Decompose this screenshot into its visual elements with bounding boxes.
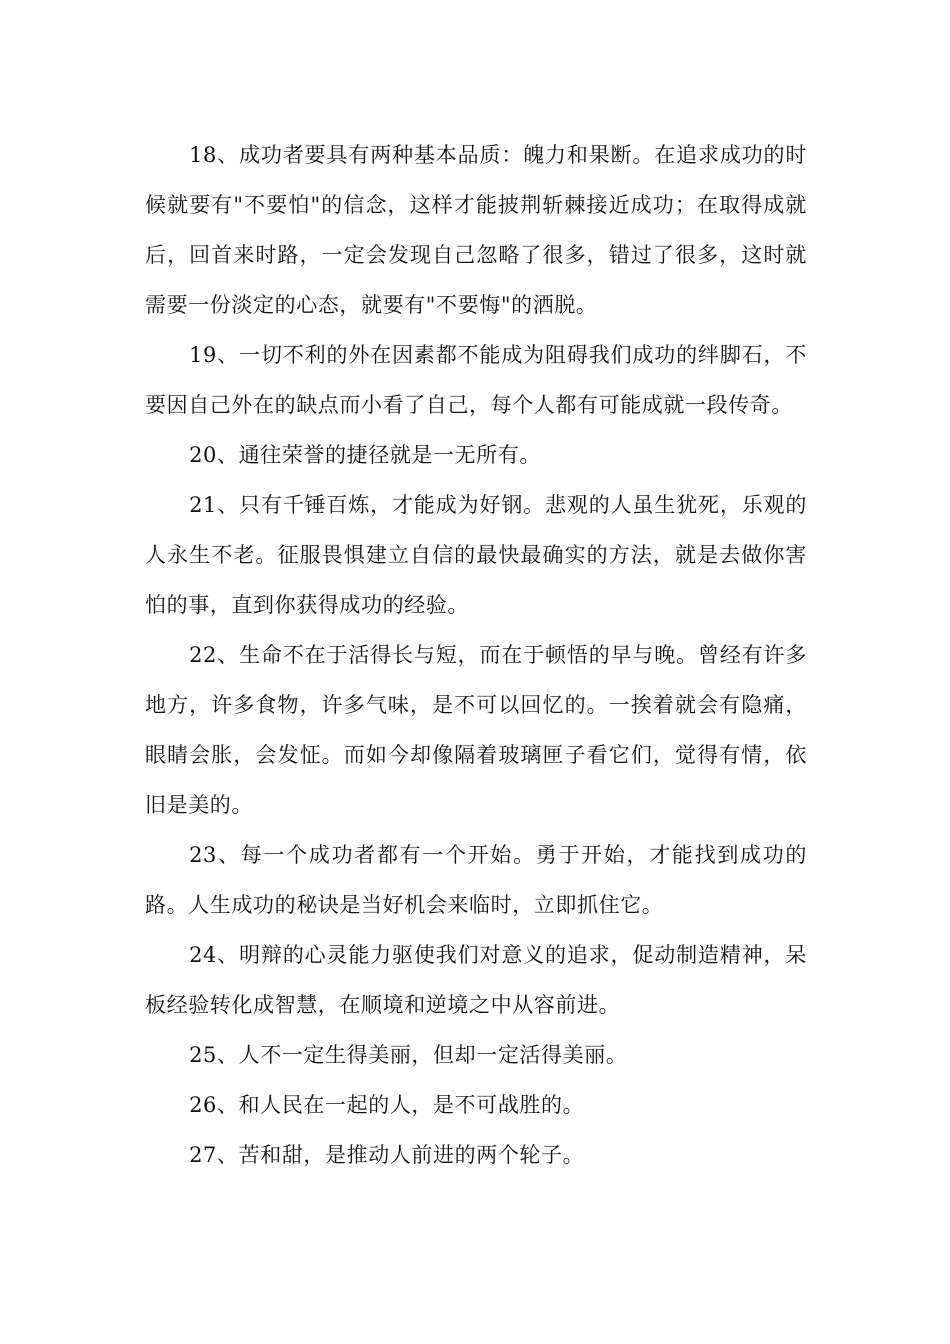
paragraph-19: 19、一切不利的外在因素都不能成为阻碍我们成功的绊脚石，不要因自己外在的缺点而小看了自己，每个人都有可能成就一段传奇。 <box>145 343 807 417</box>
paragraph-18: 18、成功者要具有两种基本品质：魄力和果断。在追求成功的时候就要有"不要怕"的信念，这样才能披荆斩棘接近成功；在取得成就后，回首来时路，一定会发现自己忽略了很多，错过了很多，这时就需要一份淡定的心态，就要有"不要悔"的洒脱。 <box>145 143 807 317</box>
paragraph-23: 23、每一个成功者都有一个开始。勇于开始，才能找到成功的路。人生成功的秘诀是当好机会来临时，立即抓住它。 <box>145 843 807 917</box>
paragraph-27: 27、苦和甜，是推动人前进的两个轮子。 <box>189 1143 585 1167</box>
document-body <box>145 130 807 1180</box>
paragraph-21: 21、只有千锤百炼，才能成为好钢。悲观的人虽生犹死，乐观的人永生不老。征服畏惧建立自信的最快最确实的方法，就是去做你害怕的事，直到你获得成功的经验。 <box>145 493 807 617</box>
paragraph-26: 26、和人民在一起的人，是不可战胜的。 <box>189 1093 585 1117</box>
paragraph-25: 25、人不一定生得美丽，但却一定活得美丽。 <box>189 1043 628 1067</box>
paragraph-24: 24、明辩的心灵能力驱使我们对意义的追求，促动制造精神，呆板经验转化成智慧，在顺境和逆境之中从容前进。 <box>145 943 807 1017</box>
paragraph-20: 20、通往荣誉的捷径就是一无所有。 <box>189 443 542 467</box>
paragraph-22: 22、生命不在于活得长与短，而在于顿悟的早与晚。曾经有许多地方，许多食物，许多气味，是不可以回忆的。一挨着就会有隐痛，眼睛会胀，会发怔。而如今却像隔着玻璃匣子看它们，觉得有情，依旧是美的。 <box>145 643 807 817</box>
